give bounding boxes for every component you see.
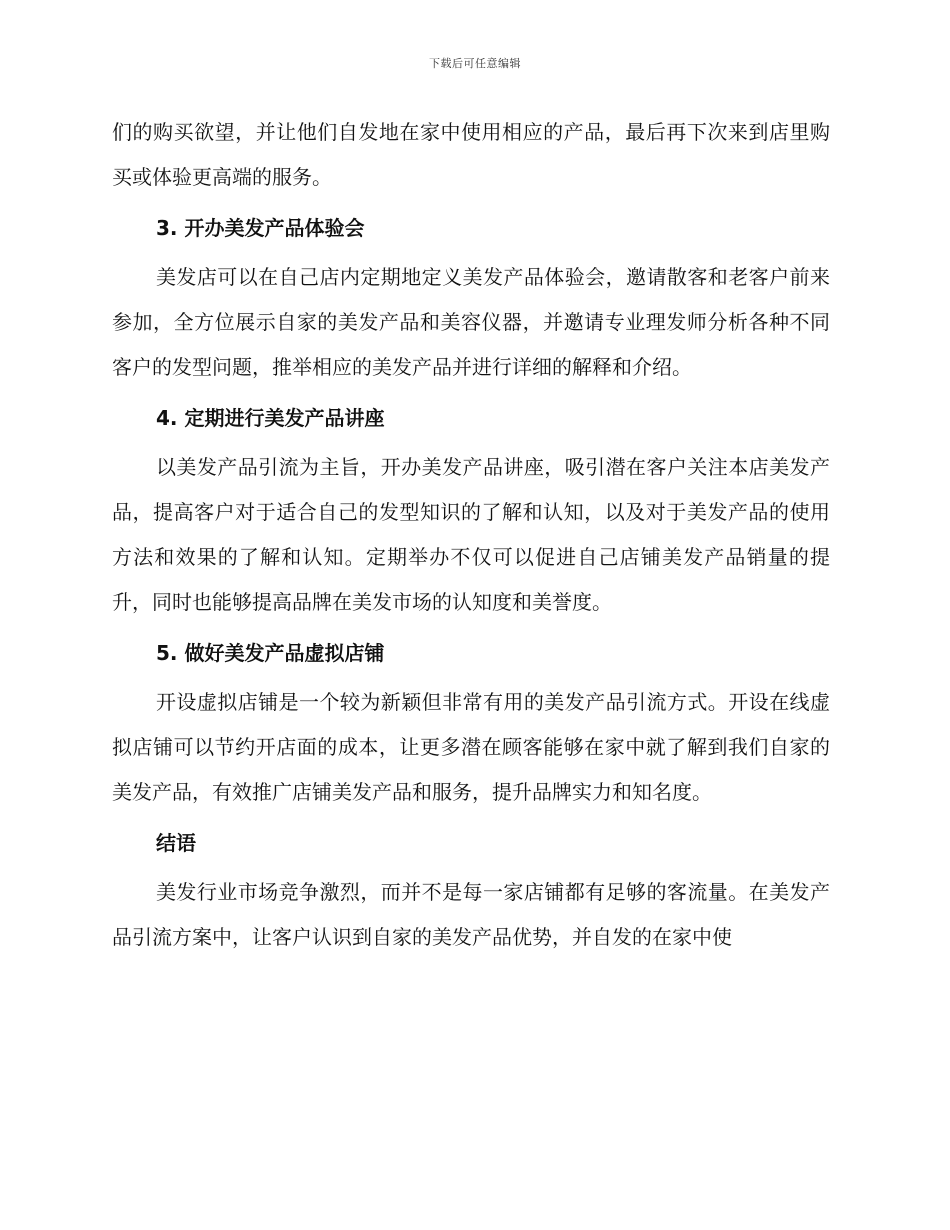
section-heading-4: 4. 定期进行美发产品讲座 [156,406,385,430]
section-heading-conclusion: 结语 [156,831,196,855]
document-body [112,110,830,960]
paragraph-virtual-store: 开设虚拟店铺是一个较为新颖但非常有用的美发产品引流方式。开设在线虚拟店铺可以节约开店面的成本，让更多潜在顾客能够在家中就了解到我们自家的美发产品，有效推广店铺美发产品和服务，提升品牌实力和知名度。 [112,690,830,804]
section-heading-3: 3. 开办美发产品体验会 [156,216,365,240]
paragraph-product-lecture: 以美发产品引流为主旨，开办美发产品讲座，吸引潜在客户关注本店美发产品，提高客户对于适合自己的发型知识的了解和认知，以及对于美发产品的使用方法和效果的了解和认知。定期举办不仅可以促进自己店铺美发产品销量的提升，同时也能够提高品牌在美发市场的认知度和美誉度。 [112,455,830,614]
paragraph-experience-event: 美发店可以在自己店内定期地定义美发产品体验会，邀请散客和老客户前来参加，全方位展示自家的美发产品和美容仪器，并邀请专业理发师分析各种不同客户的发型问题，推举相应的美发产品并进行详细的解释和介绍。 [112,265,830,379]
section-heading-5: 5. 做好美发产品虚拟店铺 [156,641,385,665]
page-header-note: 下载后可任意编辑 [429,57,521,70]
paragraph-conclusion: 美发行业市场竞争激烈，而并不是每一家店铺都有足够的客流量。在美发产品引流方案中，让客户认识到自家的美发产品优势，并自发的在家中使 [112,880,830,949]
paragraph-continuation: 们的购买欲望，并让他们自发地在家中使用相应的产品，最后再下次来到店里购买或体验更高端的服务。 [112,120,830,189]
